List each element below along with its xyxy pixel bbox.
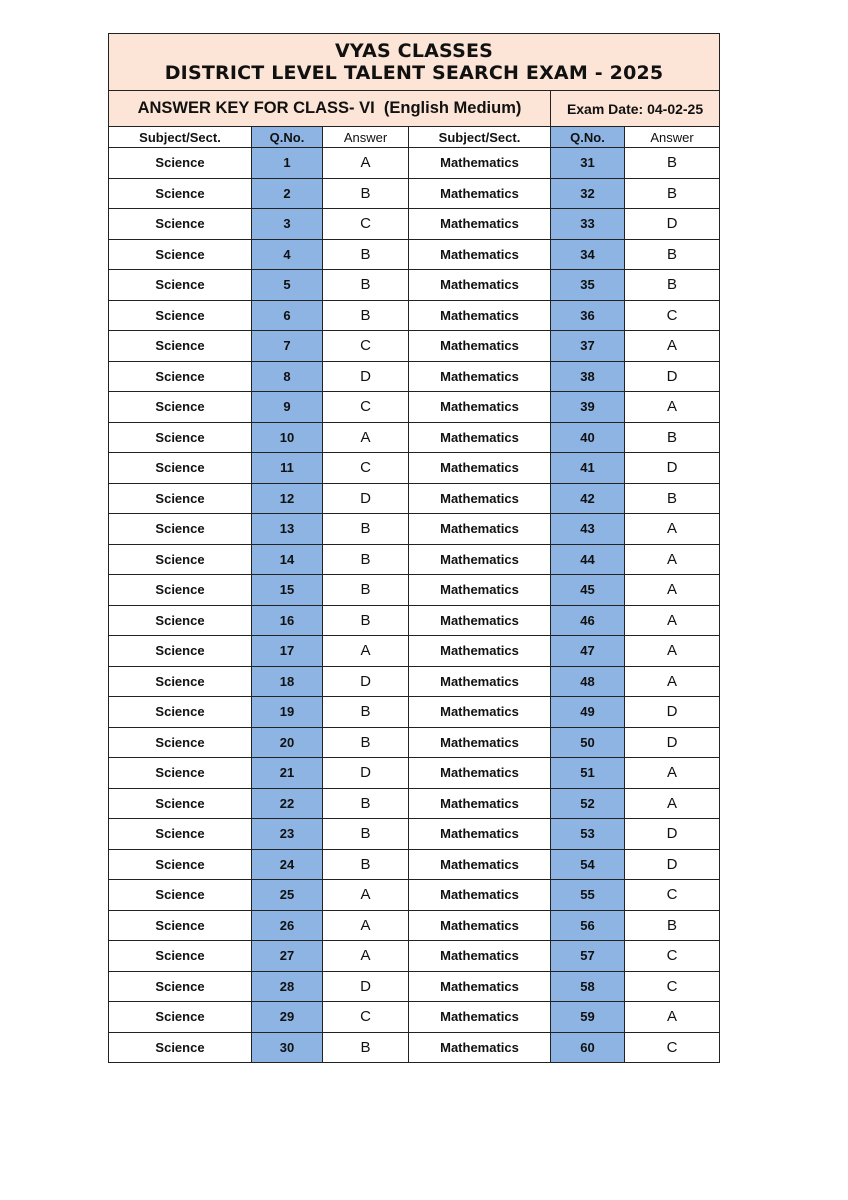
subject-cell: Mathematics [409,971,551,1002]
answer-key-title: ANSWER KEY FOR CLASS- VI (English Medium) [109,91,551,127]
answer-cell: D [323,758,409,789]
col-header-subject: Subject/Sect. [109,127,252,148]
table-row [109,941,720,972]
answer-cell: B [625,148,720,179]
answer-cell: D [323,666,409,697]
subject-cell: Mathematics [409,758,551,789]
table-row [109,1032,720,1063]
subject-cell: Mathematics [409,849,551,880]
answer-cell: C [625,941,720,972]
table-row [109,575,720,606]
qno-cell: 32 [551,178,625,209]
qno-cell: 25 [252,880,323,911]
qno-cell: 33 [551,209,625,240]
answer-cell: C [323,453,409,484]
table-row [109,361,720,392]
qno-cell: 21 [252,758,323,789]
answer-cell: C [625,1032,720,1063]
qno-cell: 48 [551,666,625,697]
col-header-qno: Q.No. [551,127,625,148]
subject-cell: Science [109,880,252,911]
subject-cell: Science [109,209,252,240]
subject-cell: Science [109,575,252,606]
answer-cell: C [625,971,720,1002]
subject-cell: Mathematics [409,636,551,667]
answer-cell: D [625,209,720,240]
qno-cell: 1 [252,148,323,179]
table-row [109,666,720,697]
qno-cell: 34 [551,239,625,270]
subject-cell: Mathematics [409,209,551,240]
answer-cell: C [323,1002,409,1033]
subject-cell: Science [109,1002,252,1033]
title-cell [109,34,720,91]
answer-cell: B [323,605,409,636]
exam-name: DISTRICT LEVEL TALENT SEARCH EXAM - 2025 [164,62,664,84]
table-row [109,605,720,636]
subject-cell: Mathematics [409,331,551,362]
answer-cell: A [625,544,720,575]
answer-cell: A [625,788,720,819]
answer-cell: A [625,636,720,667]
answer-cell: B [625,910,720,941]
qno-cell: 53 [551,819,625,850]
qno-cell: 31 [551,148,625,179]
qno-cell: 5 [252,270,323,301]
answer-key-table [108,33,720,1063]
answer-cell: B [323,514,409,545]
answer-cell: B [323,239,409,270]
qno-cell: 38 [551,361,625,392]
answer-cell: B [625,422,720,453]
answer-cell: A [323,636,409,667]
answer-cell: C [625,880,720,911]
institute-name: VYAS CLASSES [335,40,494,62]
qno-cell: 30 [252,1032,323,1063]
qno-cell: 47 [551,636,625,667]
qno-cell: 19 [252,697,323,728]
subject-cell: Mathematics [409,148,551,179]
qno-cell: 59 [551,1002,625,1033]
answer-cell: D [323,361,409,392]
table-row [109,636,720,667]
qno-cell: 11 [252,453,323,484]
answer-cell: A [323,910,409,941]
subject-cell: Science [109,819,252,850]
qno-cell: 4 [252,239,323,270]
subject-cell: Science [109,666,252,697]
subject-cell: Mathematics [409,575,551,606]
qno-cell: 36 [551,300,625,331]
subject-cell: Mathematics [409,178,551,209]
answer-cell: D [625,361,720,392]
subject-cell: Mathematics [409,727,551,758]
answer-cell: C [323,392,409,423]
title-row [109,34,720,91]
answer-cell: C [323,331,409,362]
qno-cell: 49 [551,697,625,728]
answer-cell: B [625,239,720,270]
col-header-answer: Answer [323,127,409,148]
subject-cell: Science [109,392,252,423]
qno-cell: 3 [252,209,323,240]
table-row [109,331,720,362]
subject-cell: Mathematics [409,270,551,301]
answer-cell: A [625,575,720,606]
qno-cell: 16 [252,605,323,636]
subject-cell: Science [109,727,252,758]
subject-cell: Mathematics [409,544,551,575]
subject-cell: Science [109,514,252,545]
answer-cell: B [323,270,409,301]
subject-cell: Mathematics [409,1002,551,1033]
table-row [109,971,720,1002]
subject-cell: Mathematics [409,514,551,545]
qno-cell: 55 [551,880,625,911]
answer-cell: D [625,849,720,880]
answer-cell: A [625,758,720,789]
answer-cell: B [323,849,409,880]
table-row [109,697,720,728]
answer-cell: A [625,605,720,636]
subject-cell: Science [109,331,252,362]
answer-cell: B [323,575,409,606]
qno-cell: 23 [252,819,323,850]
subject-cell: Science [109,1032,252,1063]
answer-cell: A [625,331,720,362]
answer-cell: A [625,1002,720,1033]
table-row [109,1002,720,1033]
table-row [109,788,720,819]
answer-cell: A [625,666,720,697]
subject-cell: Mathematics [409,1032,551,1063]
answer-cell: D [625,453,720,484]
subject-cell: Mathematics [409,392,551,423]
table-row [109,514,720,545]
table-row [109,178,720,209]
qno-cell: 54 [551,849,625,880]
subject-cell: Science [109,178,252,209]
subject-cell: Mathematics [409,666,551,697]
subject-cell: Science [109,361,252,392]
qno-cell: 41 [551,453,625,484]
answer-cell: D [323,483,409,514]
answer-cell: A [323,422,409,453]
qno-cell: 12 [252,483,323,514]
subject-cell: Science [109,941,252,972]
answer-cell: D [625,819,720,850]
subject-cell: Science [109,971,252,1002]
qno-cell: 45 [551,575,625,606]
qno-cell: 37 [551,331,625,362]
subject-cell: Science [109,697,252,728]
qno-cell: 29 [252,1002,323,1033]
col-header-qno: Q.No. [252,127,323,148]
answer-cell: B [323,727,409,758]
qno-cell: 6 [252,300,323,331]
table-row [109,758,720,789]
subject-cell: Science [109,148,252,179]
subject-cell: Mathematics [409,422,551,453]
qno-cell: 9 [252,392,323,423]
subject-cell: Science [109,910,252,941]
subject-cell: Science [109,422,252,453]
answer-cell: B [323,788,409,819]
table-row [109,849,720,880]
answer-cell: B [323,819,409,850]
subject-cell: Mathematics [409,453,551,484]
answer-cell: B [323,300,409,331]
qno-cell: 14 [252,544,323,575]
answer-cell: B [625,178,720,209]
table-row [109,392,720,423]
subject-cell: Mathematics [409,697,551,728]
answer-cell: A [323,880,409,911]
subject-cell: Science [109,758,252,789]
subject-cell: Science [109,239,252,270]
subject-cell: Science [109,270,252,301]
qno-cell: 58 [551,971,625,1002]
qno-cell: 57 [551,941,625,972]
answer-cell: A [323,941,409,972]
qno-cell: 15 [252,575,323,606]
qno-cell: 35 [551,270,625,301]
answer-cell: C [323,209,409,240]
subject-cell: Mathematics [409,483,551,514]
qno-cell: 39 [551,392,625,423]
subject-cell: Science [109,788,252,819]
col-header-answer: Answer [625,127,720,148]
qno-cell: 46 [551,605,625,636]
table-row [109,880,720,911]
qno-cell: 44 [551,544,625,575]
subject-cell: Mathematics [409,788,551,819]
table-row [109,270,720,301]
answer-cell: D [625,727,720,758]
answer-cell: B [323,1032,409,1063]
answer-cell: A [323,148,409,179]
subject-cell: Science [109,605,252,636]
answer-cell: B [323,697,409,728]
qno-cell: 26 [252,910,323,941]
qno-cell: 52 [551,788,625,819]
qno-cell: 60 [551,1032,625,1063]
table-row [109,483,720,514]
answer-cell: D [323,971,409,1002]
table-row [109,239,720,270]
answer-cell: A [625,392,720,423]
table-row [109,453,720,484]
subject-cell: Mathematics [409,605,551,636]
qno-cell: 2 [252,178,323,209]
qno-cell: 43 [551,514,625,545]
subject-cell: Science [109,849,252,880]
table-row [109,910,720,941]
subject-cell: Science [109,300,252,331]
table-row [109,422,720,453]
subject-cell: Mathematics [409,941,551,972]
table-row [109,300,720,331]
subject-cell: Science [109,453,252,484]
subject-cell: Mathematics [409,819,551,850]
col-header-subject: Subject/Sect. [409,127,551,148]
exam-date: Exam Date: 04-02-25 [551,91,720,127]
answer-cell: B [323,544,409,575]
answer-cell: B [625,270,720,301]
subject-cell: Mathematics [409,910,551,941]
subject-cell: Science [109,544,252,575]
qno-cell: 40 [551,422,625,453]
column-header-row [109,127,720,148]
qno-cell: 20 [252,727,323,758]
answer-cell: B [323,178,409,209]
qno-cell: 17 [252,636,323,667]
subject-cell: Science [109,636,252,667]
qno-cell: 51 [551,758,625,789]
subject-cell: Mathematics [409,239,551,270]
qno-cell: 27 [252,941,323,972]
qno-cell: 42 [551,483,625,514]
subject-cell: Science [109,483,252,514]
qno-cell: 13 [252,514,323,545]
answer-cell: B [625,483,720,514]
subtitle-row [109,91,720,127]
answer-cell: A [625,514,720,545]
subject-cell: Mathematics [409,361,551,392]
qno-cell: 7 [252,331,323,362]
table-row [109,544,720,575]
table-row [109,819,720,850]
qno-cell: 24 [252,849,323,880]
qno-cell: 10 [252,422,323,453]
table-row [109,148,720,179]
answer-cell: C [625,300,720,331]
qno-cell: 18 [252,666,323,697]
qno-cell: 56 [551,910,625,941]
answer-cell: D [625,697,720,728]
qno-cell: 50 [551,727,625,758]
subject-cell: Mathematics [409,880,551,911]
table-row [109,727,720,758]
table-row [109,209,720,240]
qno-cell: 28 [252,971,323,1002]
subject-cell: Mathematics [409,300,551,331]
qno-cell: 22 [252,788,323,819]
qno-cell: 8 [252,361,323,392]
